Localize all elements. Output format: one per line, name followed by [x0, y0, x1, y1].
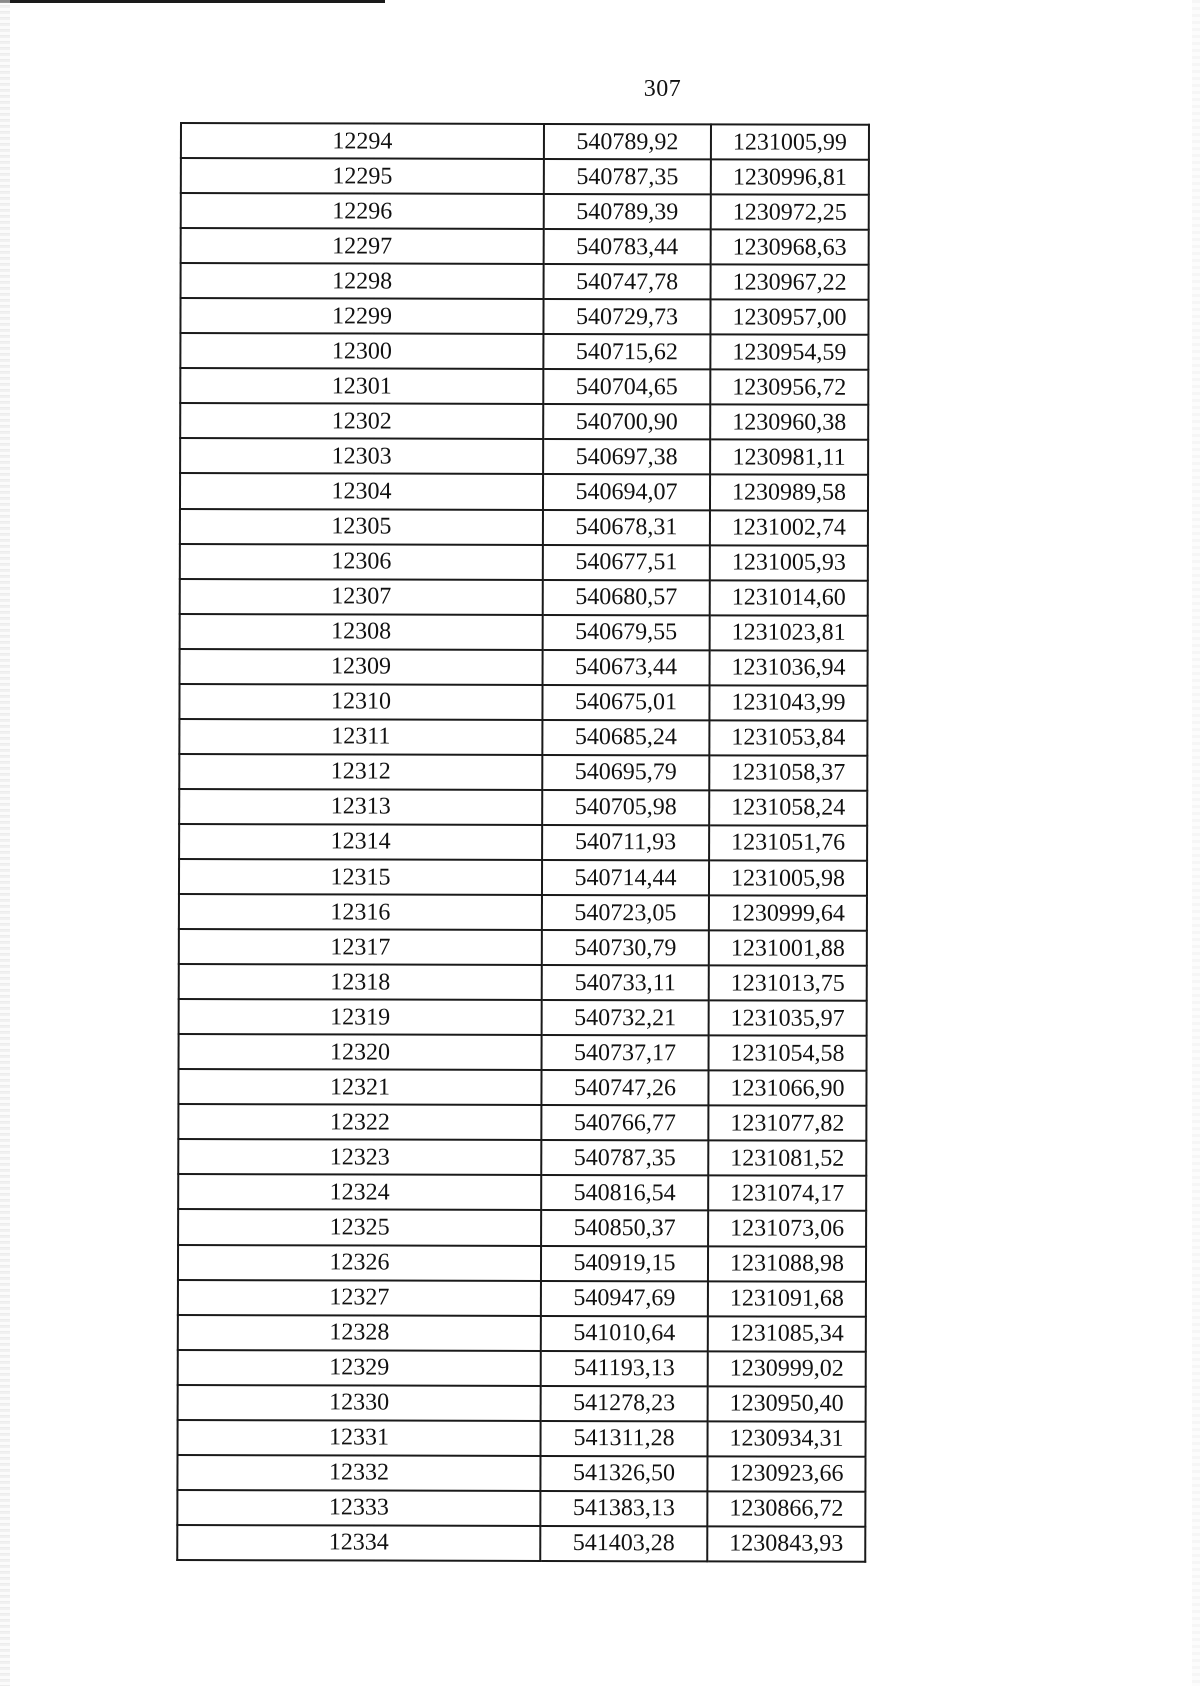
table-row — [178, 1069, 866, 1106]
point-number-cell: 12296 — [181, 193, 544, 229]
x-coordinate-cell: 540850,37 — [541, 1210, 708, 1245]
x-coordinate-cell: 541193,13 — [541, 1351, 708, 1386]
x-coordinate-cell: 540789,92 — [544, 124, 711, 159]
y-coordinate-cell: 1231085,34 — [708, 1316, 866, 1351]
x-coordinate-cell: 540697,38 — [543, 439, 710, 474]
point-number-cell: 12316 — [179, 894, 542, 930]
x-coordinate-cell: 540711,93 — [542, 825, 709, 860]
table-row — [180, 333, 868, 370]
table-row — [180, 438, 868, 475]
y-coordinate-cell: 1231043,99 — [709, 685, 867, 720]
y-coordinate-cell: 1231014,60 — [710, 580, 868, 615]
point-number-cell: 12309 — [180, 649, 543, 685]
x-coordinate-cell: 540700,90 — [543, 404, 710, 439]
table-row — [179, 789, 867, 826]
x-coordinate-cell: 541403,28 — [540, 1526, 707, 1561]
y-coordinate-cell: 1230999,64 — [709, 895, 867, 930]
y-coordinate-cell: 1231091,68 — [708, 1281, 866, 1316]
point-number-cell: 12304 — [180, 473, 543, 509]
y-coordinate-cell: 1230843,93 — [707, 1526, 865, 1561]
table-row — [181, 228, 869, 265]
x-coordinate-cell: 541010,64 — [541, 1316, 708, 1351]
point-number-cell: 12300 — [180, 333, 543, 369]
y-coordinate-cell: 1231036,94 — [710, 650, 868, 685]
table-row — [181, 193, 869, 230]
table-row — [179, 999, 867, 1036]
y-coordinate-cell: 1230950,40 — [708, 1386, 866, 1421]
point-number-cell: 12299 — [180, 298, 543, 334]
y-coordinate-cell: 1231073,06 — [708, 1211, 866, 1246]
table-row — [180, 298, 868, 335]
point-number-cell: 12328 — [178, 1315, 541, 1351]
x-coordinate-cell: 540737,17 — [542, 1035, 709, 1070]
y-coordinate-cell: 1231058,37 — [709, 755, 867, 790]
table-row — [177, 1525, 865, 1562]
x-coordinate-cell: 541383,13 — [540, 1491, 707, 1526]
x-coordinate-cell: 540787,35 — [541, 1140, 708, 1175]
x-coordinate-cell: 540678,31 — [543, 509, 710, 544]
point-number-cell: 12297 — [181, 228, 544, 264]
x-coordinate-cell: 540680,57 — [543, 580, 710, 615]
y-coordinate-cell: 1230960,38 — [710, 405, 868, 440]
table-row — [179, 859, 867, 896]
table-row — [179, 964, 867, 1001]
table-row — [180, 403, 868, 440]
table-row — [178, 1315, 866, 1352]
x-coordinate-cell: 540677,51 — [543, 545, 710, 580]
table-row — [178, 1420, 866, 1457]
y-coordinate-cell: 1231005,93 — [710, 545, 868, 580]
x-coordinate-cell: 540714,44 — [542, 860, 709, 895]
x-coordinate-cell: 540729,73 — [543, 299, 710, 334]
table-row — [180, 473, 868, 510]
x-coordinate-cell: 540723,05 — [542, 895, 709, 930]
table-row — [180, 368, 868, 405]
x-coordinate-cell: 541278,23 — [541, 1386, 708, 1421]
x-coordinate-cell: 540947,69 — [541, 1280, 708, 1315]
y-coordinate-cell: 1231005,98 — [709, 860, 867, 895]
x-coordinate-cell: 541326,50 — [540, 1456, 707, 1491]
x-coordinate-cell: 540816,54 — [541, 1175, 708, 1210]
x-coordinate-cell: 540704,65 — [543, 369, 710, 404]
point-number-cell: 12315 — [179, 859, 542, 895]
point-number-cell: 12330 — [178, 1385, 541, 1421]
table-row — [178, 1385, 866, 1422]
table-row — [180, 544, 868, 581]
x-coordinate-cell: 540673,44 — [543, 650, 710, 685]
x-coordinate-cell: 540766,77 — [541, 1105, 708, 1140]
point-number-cell: 12307 — [180, 579, 543, 615]
y-coordinate-cell: 1230999,02 — [708, 1351, 866, 1386]
y-coordinate-cell: 1230968,63 — [711, 230, 869, 265]
point-number-cell: 12294 — [181, 123, 544, 159]
table-row — [180, 649, 868, 686]
point-number-cell: 12308 — [180, 614, 543, 650]
coordinate-table — [176, 122, 870, 1563]
table-row — [177, 1490, 865, 1527]
y-coordinate-cell: 1230866,72 — [707, 1491, 865, 1526]
point-number-cell: 12327 — [178, 1280, 541, 1316]
point-number-cell: 12334 — [177, 1525, 540, 1561]
x-coordinate-cell: 540747,78 — [544, 264, 711, 299]
point-number-cell: 12318 — [179, 964, 542, 1000]
point-number-cell: 12322 — [178, 1104, 541, 1140]
y-coordinate-cell: 1231074,17 — [708, 1176, 866, 1211]
table-row — [179, 894, 867, 931]
point-number-cell: 12317 — [179, 929, 542, 965]
scan-artifact-top-line — [0, 0, 385, 3]
point-number-cell: 12323 — [178, 1139, 541, 1175]
page-number: 307 — [643, 76, 682, 102]
y-coordinate-cell: 1230996,81 — [711, 159, 869, 194]
table-row — [181, 263, 869, 300]
point-number-cell: 12303 — [180, 438, 543, 474]
table-row — [180, 579, 868, 616]
y-coordinate-cell: 1231001,88 — [709, 930, 867, 965]
x-coordinate-cell: 540694,07 — [543, 474, 710, 509]
point-number-cell: 12324 — [178, 1174, 541, 1210]
point-number-cell: 12295 — [181, 158, 544, 194]
y-coordinate-cell: 1231005,99 — [711, 124, 869, 159]
coordinate-table-body — [177, 123, 869, 1562]
point-number-cell: 12311 — [179, 719, 542, 755]
point-number-cell: 12331 — [178, 1420, 541, 1456]
table-row — [179, 929, 867, 966]
y-coordinate-cell: 1231066,90 — [708, 1071, 866, 1106]
x-coordinate-cell: 540733,11 — [542, 965, 709, 1000]
y-coordinate-cell: 1230956,72 — [710, 370, 868, 405]
point-number-cell: 12332 — [177, 1455, 540, 1491]
table-row — [179, 1034, 867, 1071]
x-coordinate-cell: 540695,79 — [542, 755, 709, 790]
table-row — [178, 1280, 866, 1317]
point-number-cell: 12313 — [179, 789, 542, 825]
x-coordinate-cell: 540730,79 — [542, 930, 709, 965]
y-coordinate-cell: 1230954,59 — [710, 335, 868, 370]
table-row — [181, 158, 869, 195]
point-number-cell: 12312 — [179, 754, 542, 790]
x-coordinate-cell: 540732,21 — [542, 1000, 709, 1035]
table-row — [178, 1209, 866, 1246]
x-coordinate-cell: 540787,35 — [544, 159, 711, 194]
table-row — [178, 1104, 866, 1141]
scan-artifact-right-edge — [1192, 0, 1200, 1686]
table-row — [178, 1350, 866, 1387]
table-row — [180, 614, 868, 651]
y-coordinate-cell: 1230981,11 — [710, 440, 868, 475]
point-number-cell: 12329 — [178, 1350, 541, 1386]
point-number-cell: 12310 — [179, 684, 542, 720]
y-coordinate-cell: 1231088,98 — [708, 1246, 866, 1281]
table-row — [179, 719, 867, 756]
y-coordinate-cell: 1231081,52 — [708, 1141, 866, 1176]
table-row — [178, 1244, 866, 1281]
x-coordinate-cell: 540685,24 — [542, 720, 709, 755]
y-coordinate-cell: 1230989,58 — [710, 475, 868, 510]
y-coordinate-cell: 1230934,31 — [708, 1421, 866, 1456]
y-coordinate-cell: 1231023,81 — [710, 615, 868, 650]
point-number-cell: 12321 — [178, 1069, 541, 1105]
y-coordinate-cell: 1231035,97 — [709, 1001, 867, 1036]
table-row — [179, 754, 867, 791]
point-number-cell: 12326 — [178, 1244, 541, 1280]
x-coordinate-cell: 540705,98 — [542, 790, 709, 825]
y-coordinate-cell: 1231002,74 — [710, 510, 868, 545]
x-coordinate-cell: 540679,55 — [543, 615, 710, 650]
table-row — [180, 509, 868, 546]
point-number-cell: 12320 — [179, 1034, 542, 1070]
y-coordinate-cell: 1230967,22 — [711, 265, 869, 300]
point-number-cell: 12302 — [180, 403, 543, 439]
x-coordinate-cell: 540747,26 — [541, 1070, 708, 1105]
point-number-cell: 12305 — [180, 509, 543, 545]
y-coordinate-cell: 1230972,25 — [711, 194, 869, 229]
x-coordinate-cell: 540783,44 — [544, 229, 711, 264]
x-coordinate-cell: 540919,15 — [541, 1245, 708, 1280]
table-row — [178, 1174, 866, 1211]
y-coordinate-cell: 1231077,82 — [708, 1106, 866, 1141]
table-row — [177, 1455, 865, 1492]
point-number-cell: 12333 — [177, 1490, 540, 1526]
point-number-cell: 12306 — [180, 544, 543, 580]
y-coordinate-cell: 1231053,84 — [709, 720, 867, 755]
y-coordinate-cell: 1231013,75 — [709, 966, 867, 1001]
point-number-cell: 12301 — [180, 368, 543, 404]
table-row — [179, 824, 867, 861]
x-coordinate-cell: 541311,28 — [541, 1421, 708, 1456]
y-coordinate-cell: 1231051,76 — [709, 825, 867, 860]
table-row — [181, 123, 869, 160]
y-coordinate-cell: 1230957,00 — [710, 300, 868, 335]
table-row — [179, 684, 867, 721]
y-coordinate-cell: 1230923,66 — [707, 1456, 865, 1491]
point-number-cell: 12325 — [178, 1209, 541, 1245]
point-number-cell: 12298 — [181, 263, 544, 299]
x-coordinate-cell: 540675,01 — [542, 685, 709, 720]
x-coordinate-cell: 540715,62 — [543, 334, 710, 369]
y-coordinate-cell: 1231054,58 — [709, 1036, 867, 1071]
table-row — [178, 1139, 866, 1176]
y-coordinate-cell: 1231058,24 — [709, 790, 867, 825]
point-number-cell: 12319 — [179, 999, 542, 1035]
x-coordinate-cell: 540789,39 — [544, 194, 711, 229]
scan-artifact-left-edge — [0, 0, 10, 1686]
point-number-cell: 12314 — [179, 824, 542, 860]
